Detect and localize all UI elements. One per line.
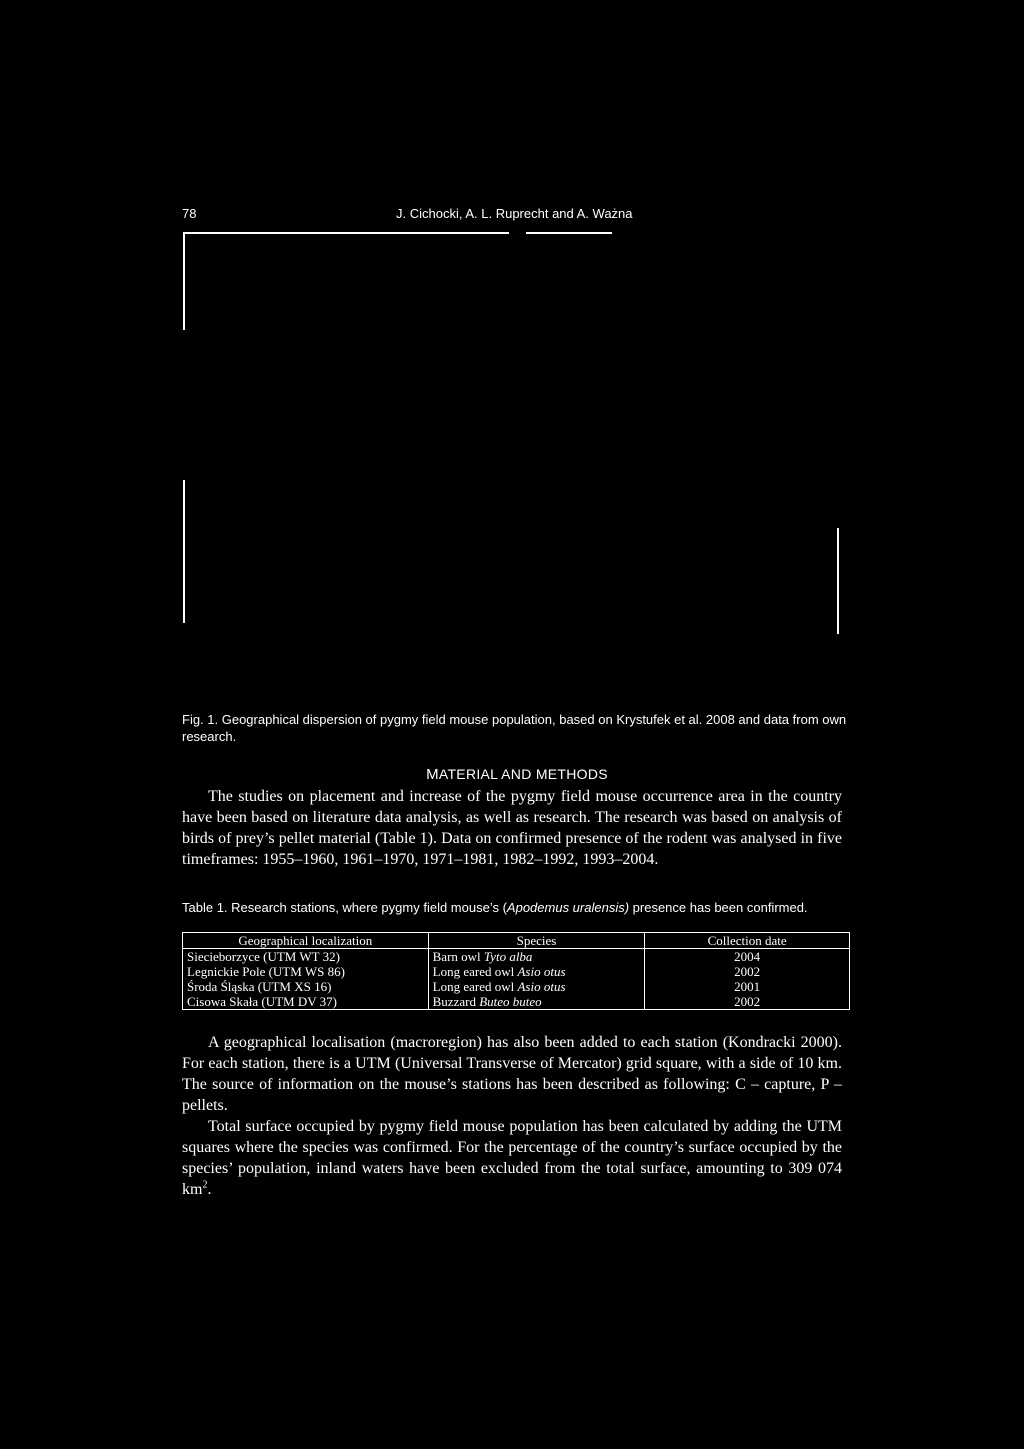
section-heading: [182, 766, 852, 783]
table-row: [183, 979, 850, 994]
section-heading-rest: ATERIAL AND METHODS: [438, 766, 608, 782]
cell-date: 2002: [645, 994, 850, 1010]
figure-caption: Fig. 1. Geographical dispersion of pygmy field mouse population, based on Krystufek et al. 2008 and data from own research.: [182, 712, 847, 744]
figure-frame-left-lower: [183, 480, 185, 623]
cell-date: 2004: [645, 949, 850, 965]
cell-location: Cisowa Skała (UTM DV 37): [183, 994, 429, 1010]
cell-location: Siecieborzyce (UTM WT 32): [183, 949, 429, 965]
cell-date: 2001: [645, 979, 850, 994]
cell-species: Barn owl Tyto alba: [428, 949, 645, 965]
cell-species: Long eared owl Asio otus: [428, 964, 645, 979]
page-number: 78: [182, 206, 197, 221]
cell-species: Buzzard Buteo buteo: [428, 994, 645, 1010]
stations-table: [182, 932, 850, 1010]
table-row: [183, 949, 850, 965]
table-row: [183, 994, 850, 1010]
paragraph-text: A geographical localisation (macroregion) has also been added to each station (Kondracki 2000). For each station, there is a UTM (Universal Transverse of Mercator) grid square, with a side of 10 km. The source of information on the mouse’s stations has been described as following: C – capture, P – pellets.: [182, 1034, 842, 1114]
table-caption: Table 1. Research stations, where pygmy field mouse’s (Apodemus uralensis) presence has been confirmed.: [182, 900, 808, 915]
running-head: J. Cichocki, A. L. Ruprecht and A. Ważna: [396, 206, 633, 221]
cell-location: Środa Śląska (UTM XS 16): [183, 979, 429, 994]
cell-location: Legnickie Pole (UTM WS 86): [183, 964, 429, 979]
methods-paragraph-2: [182, 1032, 842, 1200]
paragraph-text: Total surface occupied by pygmy field mouse population has been calculated by adding the UTM squares where the species was confirmed. For the percentage of the country’s surface occupied by the species’ population, inland waters have been excluded from the total surface, amounting to 309 074 $km^2$.: [182, 1118, 842, 1198]
column-header-species: Species: [428, 933, 645, 949]
table-row: [183, 964, 850, 979]
column-header-collection-date: Collection date: [645, 933, 850, 949]
figure-frame-left-upper: [183, 232, 185, 330]
table-header-row: [183, 933, 850, 949]
figure-frame-top-right: [526, 232, 612, 234]
cell-species: Long eared owl Asio otus: [428, 979, 645, 994]
figure-frame-top-left: [183, 232, 509, 234]
figure-frame-right: [837, 528, 839, 634]
cell-date: 2002: [645, 964, 850, 979]
paragraph-text: The studies on placement and increase of the pygmy field mouse occurrence area in the country have been based on literature data analysis, as well as research. The research was based on analysis of birds of prey’s pellet material (Table 1). Data on confirmed presence of the rodent was analysed in five timeframes: 1955–1960, 1961–1970, 1971–1981, 1982–1992, 1993–2004.: [182, 788, 842, 868]
column-header-localization: Geographical localization: [183, 933, 429, 949]
section-heading-initial: M: [426, 766, 439, 783]
methods-paragraph-1: [182, 786, 842, 870]
